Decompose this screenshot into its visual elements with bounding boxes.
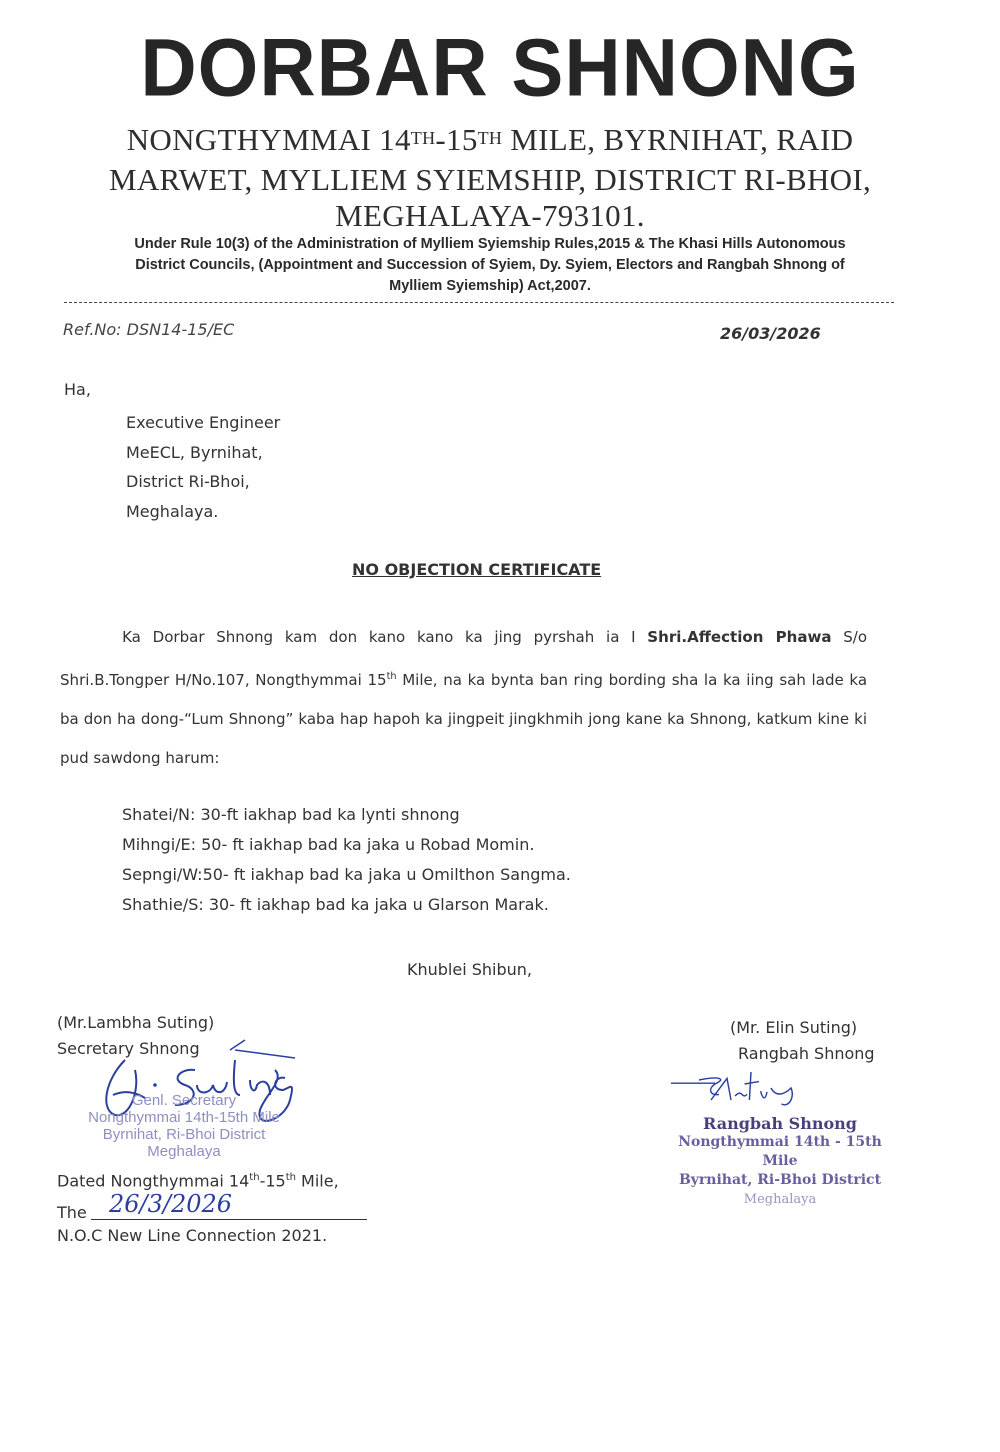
salutation: Ha, [64, 380, 91, 399]
letterhead-title: DORBAR SHNONG [140, 20, 860, 114]
recipient-line: Meghalaya. [126, 501, 219, 521]
boundary-south: Shathie/S: 30- ft iakhap bad ka jaka u Glarson Marak. [122, 895, 549, 914]
stamp-secretary [34, 1092, 334, 1160]
body-sup: th [386, 671, 397, 682]
date-blank-line [91, 1219, 367, 1220]
stamp-line: Byrnihat, Ri-Bhoi District [678, 1172, 882, 1188]
address-part: NONGTHYMMAI 14 [126, 122, 411, 157]
closing: Khublei Shibun, [407, 960, 533, 979]
body-text: Ka Dorbar Shnong kam don kano kano ka jing pyrshah ia I [122, 628, 648, 646]
signatory-right-name: (Mr. Elin Suting) [730, 1018, 858, 1037]
dated-line [57, 1166, 339, 1190]
dated-block [57, 1166, 339, 1248]
boundary-east: Mihngi/E: 50- ft iakhap bad ka jaka u Robad Momin. [122, 835, 535, 854]
certificate-body [60, 618, 867, 778]
legal-rule-line-2: District Councils, (Appointment and Succession of Syiem, Dy. Syiem, Electors and Rangbah Shnong of [135, 257, 845, 273]
stamp-line: Byrnihat, Ri-Bhoi District [102, 1126, 266, 1143]
stamp-line: Nongthymmai 14th-15th Mile [88, 1109, 280, 1126]
stamp-line: Meghalaya [743, 1192, 817, 1207]
reference-number: Ref.No: DSN14-15/EC [63, 320, 235, 339]
signature-right [655, 1072, 815, 1112]
dated-text: Dated Nongthymmai 14 [57, 1171, 250, 1191]
letterhead-address-line-2: MARWET, MYLLIEM SYIEMSHIP, DISTRICT RI-BHOI, [108, 162, 872, 197]
the-label: The [57, 1203, 87, 1222]
handwritten-date: 26/3/2026 [109, 1190, 233, 1218]
body-text: Mile, na ka bynta ban ring bording sha la ka iing sah lade ka ba don ha dong-“Lum Shnong” kaba hap hapoh ka jingpeit jingkhmih jong kane ka Shnong, katkum kine ki pud sawdong harum: [60, 671, 868, 768]
recipient-line: Executive Engineer [126, 413, 281, 432]
recipient-line: District Ri-Bhoi, [126, 472, 250, 491]
stamp-line: Nongthymmai 14th - 15th Mile [678, 1134, 882, 1169]
legal-rule-line-1: Under Rule 10(3) of the Administration of Mylliem Syiemship Rules,2015 & The Khasi Hills Autonomous [134, 236, 846, 252]
letterhead-address-line-3: MEGHALAYA-793101. [335, 198, 645, 233]
stamp-line: Meghalaya [147, 1143, 221, 1160]
dated-sup: th [249, 1172, 260, 1183]
signatory-right-designation: Rangbah Shnong [738, 1044, 875, 1063]
the-line [57, 1190, 339, 1224]
letterhead-address-line-1 [0, 120, 980, 160]
stamp-line: Genl. Secretary [131, 1092, 237, 1109]
boundary-north: Shatei/N: 30-ft iakhap bad ka lynti shnong [122, 805, 460, 824]
boundary-list [122, 800, 571, 920]
signatory-right [730, 1015, 875, 1067]
signatory-left-name: (Mr.Lambha Suting) [57, 1013, 215, 1032]
boundary-west: Sepngi/W:50- ft iakhap bad ka jaka u Omilthon Sangma. [122, 865, 571, 884]
header-divider [64, 302, 894, 303]
applicant-name: Shri.Affection Phawa [647, 628, 832, 646]
signatory-left-designation: Secretary Shnong [57, 1039, 200, 1058]
stamp-rangbah [660, 1114, 900, 1209]
certificate-title: NO OBJECTION CERTIFICATE [352, 560, 602, 579]
body-text: S/o Shri.B.Tongper H/No.107, Nongthymmai 15 [60, 628, 868, 690]
noc-footer: N.O.C New Line Connection 2021. [57, 1226, 328, 1245]
recipient-address [126, 408, 280, 526]
dated-text: Mile, [295, 1171, 339, 1191]
address-sup: TH [477, 128, 503, 148]
legal-rule-line-3: Mylliem Syiemship) Act,2007. [389, 278, 591, 294]
letter-date: 26/03/2026 [720, 324, 821, 343]
recipient-line: MeECL, Byrnihat, [126, 442, 263, 462]
dated-sup: th [285, 1172, 296, 1183]
address-sup: TH [410, 128, 436, 148]
address-part: -15 [435, 122, 478, 157]
dated-text: -15 [259, 1171, 286, 1191]
address-part: MILE, BYRNIHAT, RAID [502, 122, 854, 157]
stamp-line: Rangbah Shnong [703, 1114, 857, 1133]
